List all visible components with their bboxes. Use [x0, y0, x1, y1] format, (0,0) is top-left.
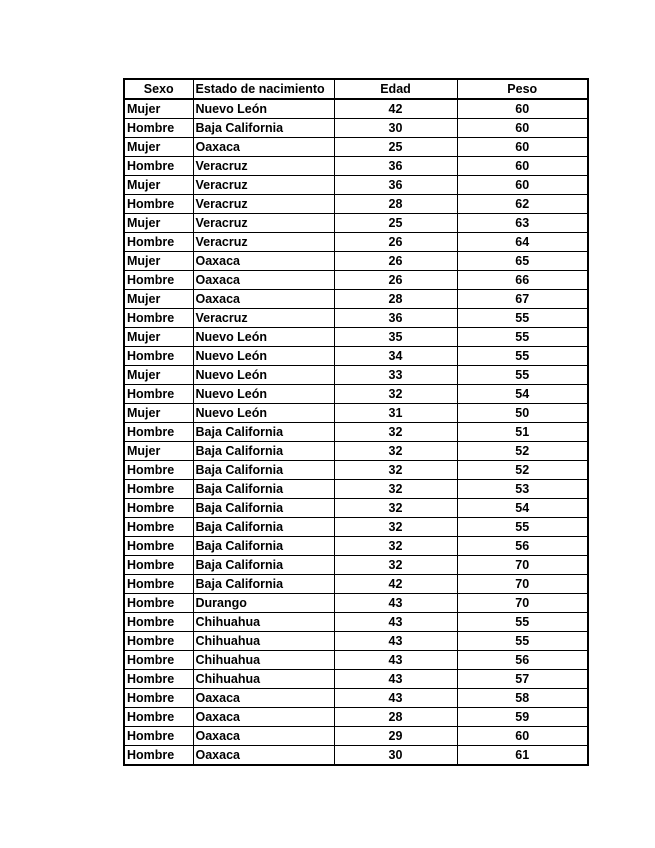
cell-estado-de-nacimiento: Veracruz [193, 214, 334, 233]
cell-estado-de-nacimiento: Nuevo León [193, 385, 334, 404]
header-row [124, 79, 588, 99]
cell-peso: 60 [457, 99, 588, 119]
cell-sexo: Mujer [124, 99, 193, 119]
cell-edad: 25 [334, 214, 457, 233]
cell-estado-de-nacimiento: Oaxaca [193, 746, 334, 766]
table-row [124, 328, 588, 347]
cell-estado-de-nacimiento: Oaxaca [193, 689, 334, 708]
cell-peso: 54 [457, 385, 588, 404]
table-row [124, 537, 588, 556]
cell-sexo: Mujer [124, 404, 193, 423]
cell-peso: 70 [457, 575, 588, 594]
cell-peso: 60 [457, 727, 588, 746]
cell-edad: 26 [334, 233, 457, 252]
cell-peso: 63 [457, 214, 588, 233]
table-row [124, 119, 588, 138]
cell-sexo: Mujer [124, 138, 193, 157]
cell-estado-de-nacimiento: Baja California [193, 442, 334, 461]
cell-sexo: Hombre [124, 157, 193, 176]
table-row [124, 651, 588, 670]
cell-sexo: Mujer [124, 442, 193, 461]
cell-edad: 31 [334, 404, 457, 423]
cell-edad: 30 [334, 119, 457, 138]
cell-peso: 65 [457, 252, 588, 271]
cell-sexo: Hombre [124, 309, 193, 328]
cell-edad: 36 [334, 309, 457, 328]
cell-edad: 32 [334, 537, 457, 556]
cell-edad: 43 [334, 632, 457, 651]
cell-edad: 42 [334, 575, 457, 594]
table-row [124, 195, 588, 214]
table-row [124, 518, 588, 537]
cell-estado-de-nacimiento: Baja California [193, 499, 334, 518]
table-row [124, 176, 588, 195]
header-sexo: Sexo [124, 79, 193, 99]
cell-sexo: Hombre [124, 461, 193, 480]
cell-sexo: Hombre [124, 632, 193, 651]
table-row [124, 138, 588, 157]
cell-peso: 52 [457, 442, 588, 461]
header-peso: Peso [457, 79, 588, 99]
cell-peso: 62 [457, 195, 588, 214]
table-row [124, 99, 588, 119]
cell-estado-de-nacimiento: Nuevo León [193, 366, 334, 385]
cell-edad: 34 [334, 347, 457, 366]
cell-edad: 43 [334, 594, 457, 613]
table-row [124, 309, 588, 328]
cell-estado-de-nacimiento: Baja California [193, 119, 334, 138]
table-row [124, 461, 588, 480]
table-row [124, 252, 588, 271]
cell-peso: 55 [457, 632, 588, 651]
cell-peso: 60 [457, 138, 588, 157]
cell-peso: 54 [457, 499, 588, 518]
cell-edad: 28 [334, 195, 457, 214]
cell-estado-de-nacimiento: Veracruz [193, 157, 334, 176]
cell-peso: 64 [457, 233, 588, 252]
cell-sexo: Hombre [124, 689, 193, 708]
cell-sexo: Hombre [124, 347, 193, 366]
cell-sexo: Hombre [124, 651, 193, 670]
cell-edad: 43 [334, 689, 457, 708]
cell-estado-de-nacimiento: Oaxaca [193, 708, 334, 727]
table-row [124, 746, 588, 766]
cell-peso: 60 [457, 119, 588, 138]
cell-estado-de-nacimiento: Veracruz [193, 233, 334, 252]
cell-sexo: Hombre [124, 575, 193, 594]
cell-sexo: Mujer [124, 290, 193, 309]
cell-estado-de-nacimiento: Nuevo León [193, 99, 334, 119]
cell-sexo: Hombre [124, 746, 193, 766]
cell-peso: 58 [457, 689, 588, 708]
table-row [124, 404, 588, 423]
cell-estado-de-nacimiento: Baja California [193, 423, 334, 442]
cell-sexo: Mujer [124, 176, 193, 195]
cell-estado-de-nacimiento: Baja California [193, 480, 334, 499]
cell-edad: 32 [334, 518, 457, 537]
cell-estado-de-nacimiento: Baja California [193, 537, 334, 556]
cell-estado-de-nacimiento: Oaxaca [193, 271, 334, 290]
table-row [124, 290, 588, 309]
table-row [124, 613, 588, 632]
cell-sexo: Hombre [124, 271, 193, 290]
table-row [124, 480, 588, 499]
table-row [124, 689, 588, 708]
cell-sexo: Mujer [124, 328, 193, 347]
cell-sexo: Hombre [124, 480, 193, 499]
cell-sexo: Hombre [124, 423, 193, 442]
cell-edad: 29 [334, 727, 457, 746]
cell-estado-de-nacimiento: Baja California [193, 461, 334, 480]
cell-edad: 43 [334, 670, 457, 689]
cell-edad: 32 [334, 442, 457, 461]
cell-estado-de-nacimiento: Oaxaca [193, 252, 334, 271]
cell-sexo: Hombre [124, 233, 193, 252]
cell-estado-de-nacimiento: Baja California [193, 556, 334, 575]
cell-edad: 32 [334, 385, 457, 404]
cell-edad: 32 [334, 461, 457, 480]
cell-peso: 60 [457, 157, 588, 176]
cell-edad: 26 [334, 271, 457, 290]
header-edad: Edad [334, 79, 457, 99]
cell-estado-de-nacimiento: Nuevo León [193, 328, 334, 347]
cell-sexo: Hombre [124, 670, 193, 689]
cell-sexo: Hombre [124, 537, 193, 556]
cell-peso: 59 [457, 708, 588, 727]
cell-edad: 25 [334, 138, 457, 157]
table-row [124, 499, 588, 518]
cell-peso: 55 [457, 613, 588, 632]
cell-estado-de-nacimiento: Durango [193, 594, 334, 613]
cell-peso: 60 [457, 176, 588, 195]
table-row [124, 632, 588, 651]
cell-peso: 50 [457, 404, 588, 423]
cell-peso: 57 [457, 670, 588, 689]
table-row [124, 271, 588, 290]
table-row [124, 233, 588, 252]
table-row [124, 347, 588, 366]
cell-edad: 28 [334, 290, 457, 309]
cell-peso: 55 [457, 309, 588, 328]
cell-estado-de-nacimiento: Chihuahua [193, 651, 334, 670]
table-row [124, 442, 588, 461]
cell-estado-de-nacimiento: Chihuahua [193, 613, 334, 632]
cell-edad: 32 [334, 499, 457, 518]
cell-edad: 32 [334, 480, 457, 499]
cell-edad: 36 [334, 176, 457, 195]
cell-peso: 52 [457, 461, 588, 480]
cell-edad: 32 [334, 556, 457, 575]
cell-peso: 55 [457, 366, 588, 385]
cell-edad: 36 [334, 157, 457, 176]
table-row [124, 670, 588, 689]
table-row [124, 556, 588, 575]
cell-sexo: Hombre [124, 594, 193, 613]
cell-sexo: Hombre [124, 119, 193, 138]
cell-sexo: Hombre [124, 518, 193, 537]
cell-peso: 70 [457, 556, 588, 575]
cell-peso: 55 [457, 347, 588, 366]
cell-edad: 33 [334, 366, 457, 385]
cell-edad: 26 [334, 252, 457, 271]
cell-sexo: Mujer [124, 366, 193, 385]
cell-estado-de-nacimiento: Veracruz [193, 176, 334, 195]
cell-sexo: Hombre [124, 385, 193, 404]
cell-peso: 51 [457, 423, 588, 442]
cell-edad: 42 [334, 99, 457, 119]
table-row [124, 727, 588, 746]
cell-edad: 43 [334, 651, 457, 670]
cell-estado-de-nacimiento: Baja California [193, 518, 334, 537]
cell-peso: 53 [457, 480, 588, 499]
cell-estado-de-nacimiento: Chihuahua [193, 670, 334, 689]
table-row [124, 214, 588, 233]
cell-estado-de-nacimiento: Oaxaca [193, 290, 334, 309]
cell-peso: 61 [457, 746, 588, 766]
data-table [123, 78, 589, 766]
cell-sexo: Mujer [124, 214, 193, 233]
table-row [124, 385, 588, 404]
cell-sexo: Hombre [124, 556, 193, 575]
cell-edad: 32 [334, 423, 457, 442]
cell-peso: 56 [457, 651, 588, 670]
table-body [124, 99, 588, 765]
header-estado-de-nacimiento: Estado de nacimiento [193, 79, 334, 99]
cell-sexo: Mujer [124, 252, 193, 271]
cell-peso: 70 [457, 594, 588, 613]
table-row [124, 366, 588, 385]
table-row [124, 157, 588, 176]
cell-estado-de-nacimiento: Oaxaca [193, 138, 334, 157]
cell-peso: 67 [457, 290, 588, 309]
table-row [124, 708, 588, 727]
cell-estado-de-nacimiento: Oaxaca [193, 727, 334, 746]
cell-sexo: Hombre [124, 613, 193, 632]
cell-peso: 55 [457, 328, 588, 347]
cell-estado-de-nacimiento: Baja California [193, 575, 334, 594]
table-row [124, 423, 588, 442]
cell-estado-de-nacimiento: Veracruz [193, 309, 334, 328]
cell-sexo: Hombre [124, 708, 193, 727]
cell-peso: 66 [457, 271, 588, 290]
cell-peso: 55 [457, 518, 588, 537]
table-row [124, 575, 588, 594]
cell-estado-de-nacimiento: Nuevo León [193, 404, 334, 423]
cell-edad: 28 [334, 708, 457, 727]
cell-sexo: Hombre [124, 727, 193, 746]
cell-sexo: Hombre [124, 195, 193, 214]
cell-sexo: Hombre [124, 499, 193, 518]
cell-estado-de-nacimiento: Chihuahua [193, 632, 334, 651]
cell-edad: 43 [334, 613, 457, 632]
table-row [124, 594, 588, 613]
cell-estado-de-nacimiento: Nuevo León [193, 347, 334, 366]
cell-edad: 35 [334, 328, 457, 347]
cell-edad: 30 [334, 746, 457, 766]
cell-peso: 56 [457, 537, 588, 556]
cell-estado-de-nacimiento: Veracruz [193, 195, 334, 214]
